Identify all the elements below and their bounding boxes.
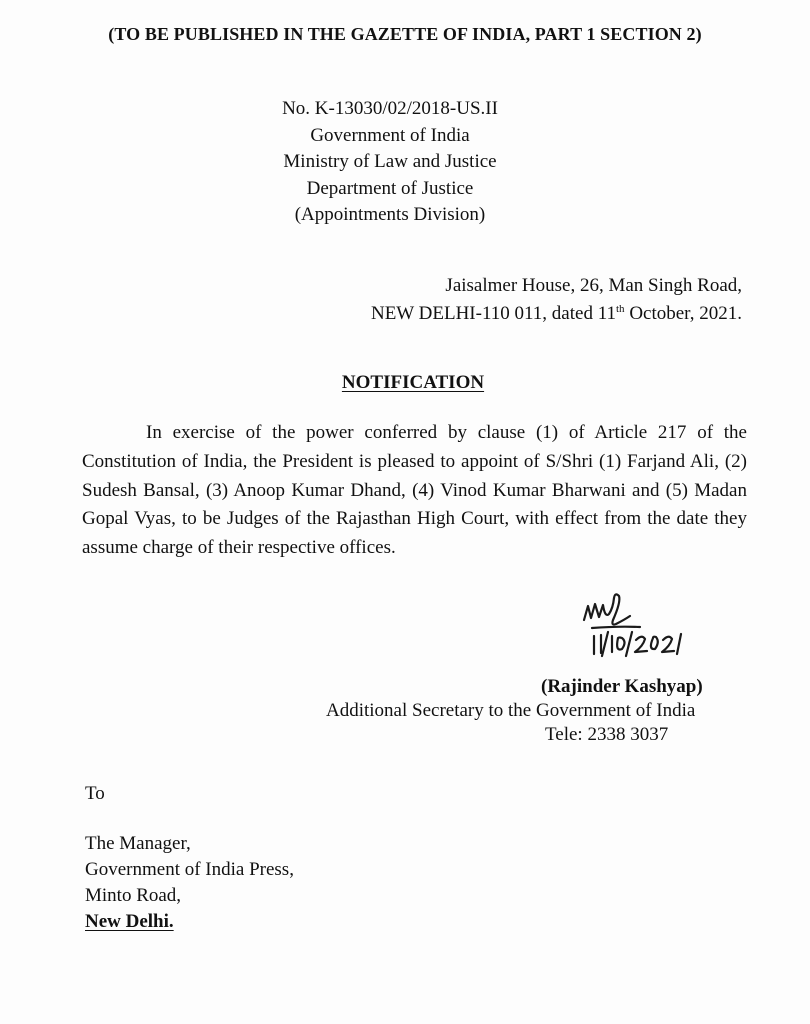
government-name: Government of India [310, 124, 470, 146]
gazette-header: (TO BE PUBLISHED IN THE GAZETTE OF INDIA, PART 1 SECTION 2) [108, 24, 702, 44]
recipient-line-1: The Manager, [85, 833, 191, 854]
signatory-name: (Rajinder Kashyap) [541, 676, 703, 697]
recipient-line-2: Government of India Press, [85, 859, 294, 880]
office-block [200, 96, 580, 229]
body-paragraph: In exercise of the power conferred by clause (1) of Article 217 of the Constitution of India, the President is pleased to appoint of S/Shri (1) Farjand Ali, (2) Sudesh Bansal, (3) Anoop Kumar Dhand, (4) Vinod Kumar Bharwani and (5) Madan Gopal Vyas, to be Judges of the Rajasthan High Court, with effect from the date they assume charge of their respective offices. [82, 422, 747, 559]
recipient-line-3: Minto Road, [85, 885, 182, 906]
recipient-city: New Delhi. [85, 911, 174, 932]
notification-title [0, 372, 810, 394]
to-label: To [85, 783, 105, 804]
address-date-suffix: October, 2021. [624, 303, 742, 324]
recipient-address [85, 831, 294, 935]
signatory-designation: Additional Secretary to the Government of India [326, 700, 696, 721]
address-line-2 [371, 300, 742, 328]
ministry-name: Ministry of Law and Justice [283, 151, 497, 172]
date-ordinal-suffix: th [616, 303, 625, 315]
signatory-telephone: Tele: 2338 3037 [545, 724, 669, 745]
file-number: No. K-13030/02/2018-US.II [282, 98, 498, 119]
address-block [371, 272, 742, 328]
notification-body [82, 419, 747, 563]
notification-title-text: NOTIFICATION [341, 372, 485, 393]
address-line-1: Jaisalmer House, 26, Man Singh Road, [445, 275, 742, 296]
address-date-prefix: NEW DELHI-110 011, dated 11 [370, 303, 616, 324]
division-name: (Appointments Division) [294, 204, 486, 225]
handwritten-signature [578, 590, 698, 660]
department-name: Department of Justice [306, 177, 474, 199]
